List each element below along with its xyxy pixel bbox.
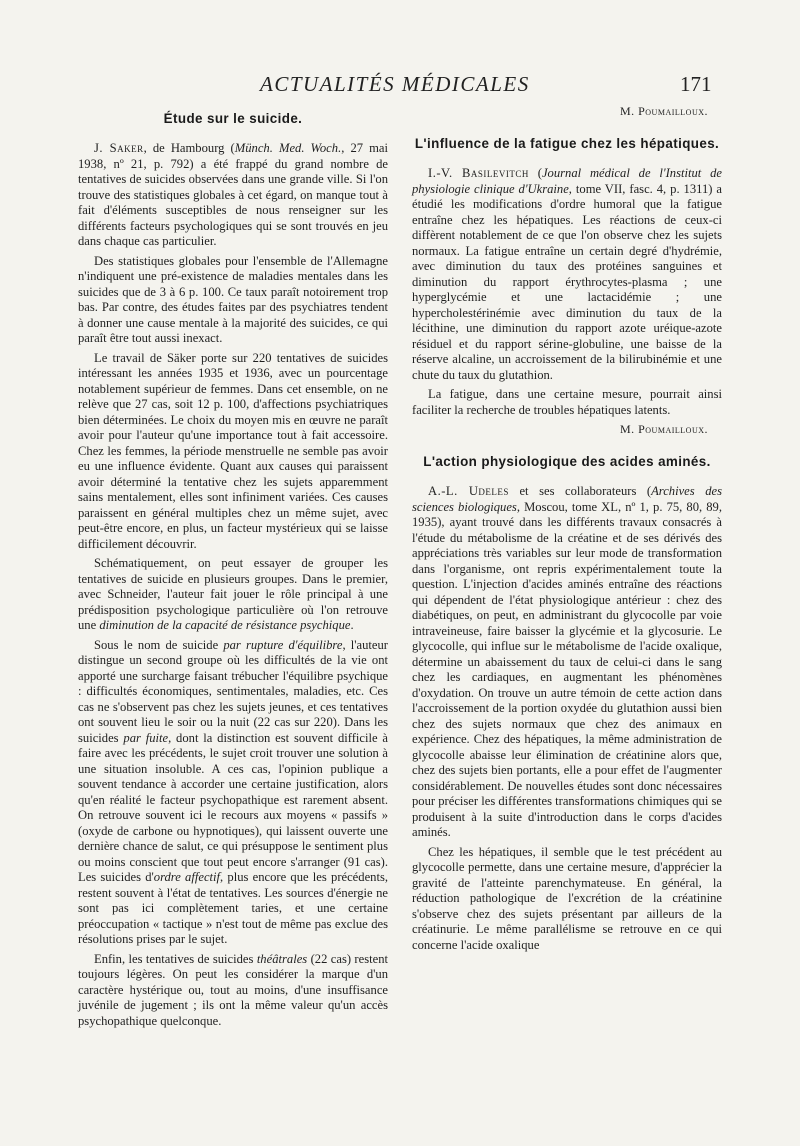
article-paragraph: J. Saker, de Hambourg (Münch. Med. Woch., 27 mai 1938, nº 21, p. 792) a été frappé du grand nombre de tentatives de suicides observées dans une grande ville. Si l'on trouve des statistiques globales à cet égard, on manque tout à fait d'éléments susceptibles de nous renseigner sur les différents facteurs psychologiques qui se sont trouvés en jeu dans chaque cas particulier. bbox=[78, 141, 389, 248]
left-column bbox=[78, 104, 388, 1033]
right-column bbox=[412, 104, 722, 957]
running-header bbox=[0, 72, 800, 98]
journal-name: Archives des sciences biologiques bbox=[412, 484, 722, 514]
article-paragraph: Chez les hépatiques, il semble que le test précédent au glycocolle permette, dans une certaine mesure, d'apprécier la gravité de l'atteinte parenchymateuse. En général, la réduction pathologique de l'excrétion de la créatinine s'observe chez des sujets présentant par ailleurs de la créatinurie. Le même parallélisme se retrouve en ce qui concerne l'acide oxalique bbox=[412, 844, 722, 952]
author-name: A.-L. Udeles bbox=[428, 484, 509, 498]
journal-name: Münch. Med. Woch. bbox=[234, 141, 342, 155]
article-paragraph: A.-L. Udeles et ses collaborateurs (Archives des sciences biologiques, Moscou, tome XL, nº 1, p. 75, 80, 89, 1935), ayant trouvé dans les différents travaux consacrés à l'étude du métabolisme de la créatine et de ses dérivés des appréciations très variables sur leur mode de transformation dans l'organisme, ont repris expérimentalement toute la question. L'injection d'acides aminés entraîne des réactions qui dépendent de l'état physiologique antérieur : chez des diabétiques, on peut, en administrant du glycocolle par voie intraveineuse, faire baisser la glycémie et la glycosurie. Le glycocolle, qui influe sur le métabolisme de l'acide oxalique, détermine un abaissement du taux de celui-ci dans le sang chez les cardiaques, en augmentant les phénomènes d'oxydation. On trouve un autre témoin de cette action dans l'accroissement de la portion oxydée du glutathion aussi bien chez des sujets normaux que chez des animaux en expérience. Chez des hépatiques, la même administration de glycocolle abaisse leur élimination de créatinine alors que, chez des sujets bien portants, elle a pour effet de l'augmenter considérablement. De nouvelles études sont donc nécessaires pour préciser les différentes transformations chimiques qui se produisent à la suite d'introduction dans le corps d'acides aminés. bbox=[412, 484, 722, 839]
article-title-fatigue: L'influence de la fatigue chez les hépatiques. bbox=[414, 136, 720, 151]
article-paragraph: Sous le nom de suicide par rupture d'équilibre, l'auteur distingue un second groupe où les difficultés de la vie ont apporté une surcharge faisant trébucher l'équilibre psychique : difficultés économiques, sentimentales, maladies, etc. Ces cas ne s'observent pas chez les sujets jeunes, et ces tentatives ont souvent lieu le soir ou la nuit (22 cas sur 220). Dans les suicides par fuite, dont la distinction est souvent difficile à faire avec les précédents, le sujet croit trouver une solution à une situation insoluble. A ces cas, l'opinion publique a souvent tendance à accorder une certaine justification, alors qu'en réalité le facteur psychopathique est rarement absent. On retrouve souvent ici le recours aux moyens « passifs » (oxyde de carbone ou hypnotiques), qui laissent ouverte une dernière chance de salut, ce qui présuppose le sentiment plus ou moins conscient que tout peut encore s'arranger (91 cas). Les suicides d'ordre affectif, plus encore que les précédents, restent souvent à l'état de tentatives. Les sources d'énergie ne sont pas ici complètement taries, et une certaine préoccupation « tactique » n'est tout de même pas exclue des résolutions prises par le sujet. bbox=[78, 637, 389, 946]
article-paragraph: I.-V. Basilevitch (Journal médical de l'Institut de physiologie clinique d'Ukraine, tome VII, fasc. 4, p. 1311) a étudié les modifications d'ordre humoral que la fatigue entraîne chez les hépatiques. Les réactions de ceux-ci diffèrent notablement de ce que l'on observe chez les sujets normaux. La fatigue entraîne un certain degré d'hydrémie, avec diminution du taux des protéines sanguines et diminution du rapport érythrocytes-plasma ; une hyperglycémie et une lactacidémie ; une hypercholestérinémie avec diminution du taux de la lécithine, une diminution du rapport azote uréique-azote résiduel et du rapport sérine-globuline, une baisse de la réserve alcaline, un accroissement de la bilirubinémie et une chute du taux du glutathion. bbox=[412, 166, 723, 382]
article-title-amino-acids: L'action physiologique des acides aminés. bbox=[423, 454, 711, 469]
article-signature: M. Poumailloux. bbox=[619, 422, 708, 436]
article-signature: M. Poumailloux. bbox=[619, 104, 708, 118]
article-title-suicide: Étude sur le suicide. bbox=[163, 111, 303, 126]
page-number: 171 bbox=[680, 72, 712, 96]
journal-name: Journal médical de l'Institut de physiologie clinique d'Ukraine bbox=[412, 166, 722, 196]
article-paragraph: Enfin, les tentatives de suicides théâtrales (22 cas) restent toujours légères. On peut les considérer la marque d'un caractère hystérique ou, tout au moins, d'une insuffisance juvénile de jugement ; ils ont la même valeur qu'un accès psychopathique quelconque. bbox=[78, 951, 388, 1028]
article-paragraph: Schématiquement, on peut essayer de grouper les tentatives de suicide en plusieurs groupes. Dans le premier, avec Schneider, l'auteur fait jouer le rôle principal à une prédisposition psychologique particulière où l'on retrouve une diminution de la capacité de résistance psychique. bbox=[78, 556, 388, 632]
author-name: I.-V. Basilevitch bbox=[428, 166, 529, 180]
article-paragraph: Le travail de Säker porte sur 220 tentatives de suicides intéressant les années 1935 et 1936, avec un pourcentage notablement supérieur de femmes. Dans cet ensemble, on ne relève que 27 cas, soit 12 p. 100, d'affections psychiatriques bien déterminées. Le choix du moyen mis en œuvre ne paraît avoir pour l'auteur qu'une importance tout à fait accessoire. Chez les femmes, la période menstruelle ne semble pas avoir eu une influence évidente. Quant aux causes qui paraissent avoir déterminé la tentative chez les sujets apparemment sains mentalement, elles sont infiniment variées. Ces causes paraissent en général multiples chez un même sujet, avec peut-être encore, en plus, un facteur mystérieux qui se laisse difficilement découvrir. bbox=[78, 350, 388, 551]
author-name: J. Saker bbox=[94, 141, 144, 155]
article-paragraph: Des statistiques globales pour l'ensemble de l'Allemagne n'indiquent une pré-existence de maladies mentales dans les suicides que de 3 à 6 p. 100. Ce taux paraît notoirement trop bas. Par contre, des études faites par des psychiatres tendent à donner une cause mentale à la majorité des suicides, ce qui paraît être tout aussi inexact. bbox=[78, 253, 388, 345]
article-paragraph: La fatigue, dans une certaine mesure, pourrait ainsi faciliter la recherche de troubles hépatiques latents. bbox=[412, 387, 722, 417]
running-title: ACTUALITÉS MÉDICALES bbox=[260, 72, 530, 96]
